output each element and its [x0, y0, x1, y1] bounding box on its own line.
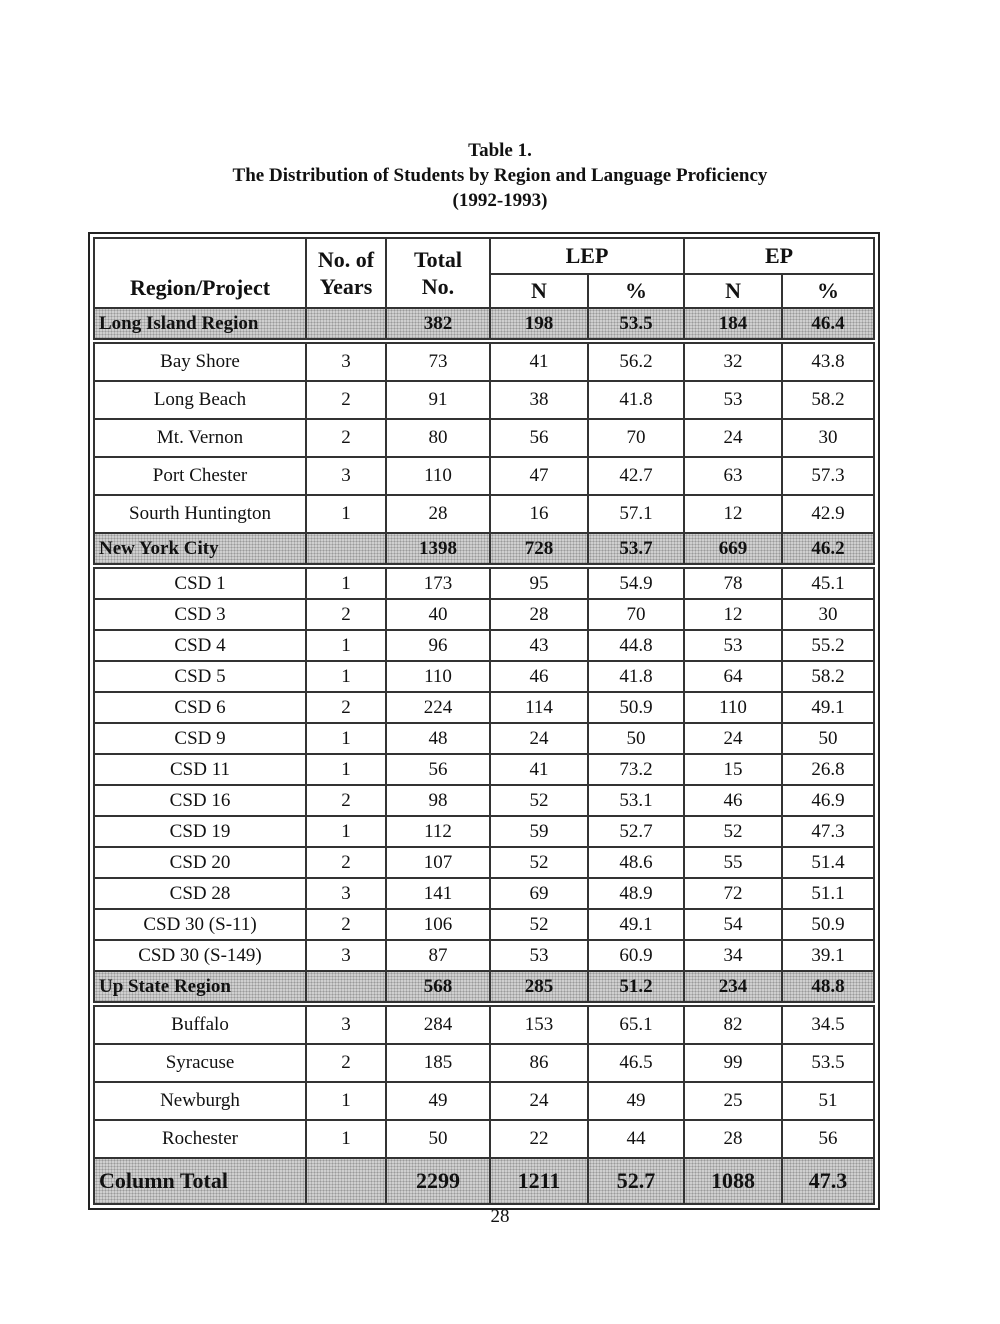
cell-total: 80 [386, 419, 490, 457]
table-row [94, 1082, 874, 1120]
cell-ep-pct: 43.8 [782, 343, 874, 381]
cell-lep-n: 69 [490, 878, 588, 909]
cell-lep-pct: 42.7 [588, 457, 684, 495]
cell-lep-pct: 51.2 [588, 971, 684, 1002]
cell-lep-n: 285 [490, 971, 588, 1002]
cell-ep-pct: 56 [782, 1120, 874, 1158]
cell-years: 1 [306, 568, 386, 599]
header-lep-n: N [490, 274, 588, 308]
table-row [94, 1006, 874, 1044]
cell-lep-pct: 41.8 [588, 381, 684, 419]
cell-ep-pct: 58.2 [782, 661, 874, 692]
cell-ep-pct: 55.2 [782, 630, 874, 661]
cell-ep-n: 234 [684, 971, 782, 1002]
cell-ep-n: 34 [684, 940, 782, 971]
cell-lep-pct: 73.2 [588, 754, 684, 785]
cell-lep-n: 86 [490, 1044, 588, 1082]
cell-total: 48 [386, 723, 490, 754]
header-ep: EP [684, 238, 874, 274]
cell-years: 1 [306, 816, 386, 847]
cell-name: CSD 1 [94, 568, 306, 599]
cell-total: 91 [386, 381, 490, 419]
cell-total: 73 [386, 343, 490, 381]
cell-lep-pct: 65.1 [588, 1006, 684, 1044]
cell-total: 224 [386, 692, 490, 723]
cell-ep-n: 99 [684, 1044, 782, 1082]
cell-lep-n: 1211 [490, 1158, 588, 1204]
column-total-row [94, 1158, 874, 1204]
cell-years: 1 [306, 1082, 386, 1120]
table-row [94, 754, 874, 785]
cell-total: 49 [386, 1082, 490, 1120]
cell-total: 96 [386, 630, 490, 661]
cell-ep-n: 54 [684, 909, 782, 940]
cell-ep-pct: 30 [782, 419, 874, 457]
cell-lep-pct: 53.5 [588, 308, 684, 339]
cell-lep-n: 46 [490, 661, 588, 692]
cell-lep-n: 114 [490, 692, 588, 723]
cell-total: 284 [386, 1006, 490, 1044]
cell-ep-pct: 47.3 [782, 816, 874, 847]
cell-lep-n: 41 [490, 343, 588, 381]
cell-lep-pct: 41.8 [588, 661, 684, 692]
cell-years: 3 [306, 940, 386, 971]
cell-ep-pct: 26.8 [782, 754, 874, 785]
header-region-label: Region/Project [129, 275, 271, 300]
cell-lep-pct: 49.1 [588, 909, 684, 940]
distribution-table-frame [88, 232, 880, 1210]
cell-total: 185 [386, 1044, 490, 1082]
cell-ep-pct: 34.5 [782, 1006, 874, 1044]
cell-lep-n: 53 [490, 940, 588, 971]
cell-ep-pct: 51.1 [782, 878, 874, 909]
cell-lep-n: 95 [490, 568, 588, 599]
cell-name: CSD 30 (S-149) [94, 940, 306, 971]
cell-name: Sourth Huntington [94, 495, 306, 533]
cell-total: 382 [386, 308, 490, 339]
cell-total: 568 [386, 971, 490, 1002]
cell-name: CSD 4 [94, 630, 306, 661]
cell-total: 2299 [386, 1158, 490, 1204]
cell-ep-pct: 49.1 [782, 692, 874, 723]
cell-name: CSD 19 [94, 816, 306, 847]
cell-total: 40 [386, 599, 490, 630]
cell-lep-pct: 53.1 [588, 785, 684, 816]
cell-lep-n: 24 [490, 1082, 588, 1120]
cell-lep-n: 47 [490, 457, 588, 495]
header-lep-pct: % [588, 274, 684, 308]
cell-lep-pct: 52.7 [588, 1158, 684, 1204]
cell-lep-pct: 56.2 [588, 343, 684, 381]
table-row [94, 599, 874, 630]
cell-ep-n: 24 [684, 723, 782, 754]
header-total [386, 238, 490, 308]
cell-ep-pct: 39.1 [782, 940, 874, 971]
cell-years: 1 [306, 1120, 386, 1158]
cell-lep-n: 22 [490, 1120, 588, 1158]
cell-ep-n: 28 [684, 1120, 782, 1158]
cell-name: Buffalo [94, 1006, 306, 1044]
cell-total: 28 [386, 495, 490, 533]
table-row [94, 878, 874, 909]
table-title: The Distribution of Students by Region and Language Proficiency [232, 165, 768, 186]
cell-lep-n: 52 [490, 847, 588, 878]
cell-total: 110 [386, 661, 490, 692]
cell-name: Mt. Vernon [94, 419, 306, 457]
cell-ep-pct: 50.9 [782, 909, 874, 940]
cell-lep-pct: 70 [588, 599, 684, 630]
cell-ep-n: 1088 [684, 1158, 782, 1204]
cell-lep-n: 41 [490, 754, 588, 785]
cell-years: 2 [306, 381, 386, 419]
cell-name: CSD 20 [94, 847, 306, 878]
cell-ep-pct: 50 [782, 723, 874, 754]
cell-total: 110 [386, 457, 490, 495]
cell-name: Bay Shore [94, 343, 306, 381]
table-row [94, 343, 874, 381]
header-years [306, 238, 386, 308]
table-row [94, 495, 874, 533]
cell-lep-n: 43 [490, 630, 588, 661]
table-row [94, 630, 874, 661]
header-ep-n: N [684, 274, 782, 308]
cell-ep-pct: 46.9 [782, 785, 874, 816]
cell-years: 3 [306, 1006, 386, 1044]
header-region-project [94, 238, 306, 308]
cell-years: 3 [306, 343, 386, 381]
cell-ep-n: 184 [684, 308, 782, 339]
cell-ep-n: 82 [684, 1006, 782, 1044]
cell-ep-n: 53 [684, 630, 782, 661]
table-row [94, 723, 874, 754]
cell-lep-pct: 49 [588, 1082, 684, 1120]
cell-ep-n: 110 [684, 692, 782, 723]
cell-ep-pct: 57.3 [782, 457, 874, 495]
cell-years: 2 [306, 599, 386, 630]
cell-ep-pct: 58.2 [782, 381, 874, 419]
table-row [94, 692, 874, 723]
cell-lep-pct: 44.8 [588, 630, 684, 661]
table-row [94, 909, 874, 940]
cell-ep-pct: 46.4 [782, 308, 874, 339]
cell-total: 112 [386, 816, 490, 847]
region-row [94, 971, 874, 1002]
table-row [94, 785, 874, 816]
cell-lep-n: 728 [490, 533, 588, 564]
cell-years: 1 [306, 630, 386, 661]
cell-lep-n: 52 [490, 909, 588, 940]
distribution-table [93, 237, 875, 1205]
cell-lep-n: 153 [490, 1006, 588, 1044]
cell-ep-n: 78 [684, 568, 782, 599]
cell-total: 106 [386, 909, 490, 940]
table-row [94, 1120, 874, 1158]
cell-total: 141 [386, 878, 490, 909]
cell-ep-pct: 48.8 [782, 971, 874, 1002]
cell-years: 1 [306, 723, 386, 754]
cell-ep-n: 52 [684, 816, 782, 847]
cell-total: 56 [386, 754, 490, 785]
cell-name: Column Total [94, 1158, 306, 1204]
table-header [94, 238, 874, 308]
cell-years: 1 [306, 661, 386, 692]
cell-lep-pct: 48.6 [588, 847, 684, 878]
cell-lep-pct: 50 [588, 723, 684, 754]
header-total-line2: No. [421, 274, 455, 299]
table-body [94, 308, 874, 1204]
cell-years: 3 [306, 878, 386, 909]
cell-lep-pct: 46.5 [588, 1044, 684, 1082]
table-row [94, 568, 874, 599]
table-row [94, 419, 874, 457]
cell-ep-pct: 30 [782, 599, 874, 630]
cell-name: Syracuse [94, 1044, 306, 1082]
table-row [94, 381, 874, 419]
cell-name: Port Chester [94, 457, 306, 495]
cell-lep-n: 59 [490, 816, 588, 847]
cell-ep-n: 25 [684, 1082, 782, 1120]
cell-ep-pct: 42.9 [782, 495, 874, 533]
cell-ep-n: 12 [684, 599, 782, 630]
cell-ep-n: 63 [684, 457, 782, 495]
cell-lep-pct: 60.9 [588, 940, 684, 971]
page-number: 28 [490, 1206, 510, 1227]
cell-name: Long Island Region [94, 308, 306, 339]
cell-ep-n: 46 [684, 785, 782, 816]
cell-ep-pct: 45.1 [782, 568, 874, 599]
cell-years: 2 [306, 785, 386, 816]
cell-lep-n: 56 [490, 419, 588, 457]
header-total-line1: Total [413, 247, 463, 272]
table-row [94, 1044, 874, 1082]
cell-name: CSD 9 [94, 723, 306, 754]
table-row [94, 816, 874, 847]
cell-ep-pct: 53.5 [782, 1044, 874, 1082]
cell-total: 1398 [386, 533, 490, 564]
cell-ep-n: 24 [684, 419, 782, 457]
cell-years [306, 971, 386, 1002]
header-lep: LEP [490, 238, 684, 274]
cell-years [306, 533, 386, 564]
cell-lep-n: 38 [490, 381, 588, 419]
table-number: Table 1. [468, 140, 532, 161]
cell-name: CSD 28 [94, 878, 306, 909]
cell-ep-n: 72 [684, 878, 782, 909]
header-years-line1: No. of [317, 247, 375, 272]
region-row [94, 308, 874, 339]
cell-name: Up State Region [94, 971, 306, 1002]
cell-ep-n: 55 [684, 847, 782, 878]
cell-lep-pct: 70 [588, 419, 684, 457]
region-row [94, 533, 874, 564]
cell-total: 50 [386, 1120, 490, 1158]
cell-name: CSD 11 [94, 754, 306, 785]
cell-years: 1 [306, 495, 386, 533]
cell-ep-n: 12 [684, 495, 782, 533]
cell-lep-pct: 52.7 [588, 816, 684, 847]
cell-years: 2 [306, 1044, 386, 1082]
cell-name: New York City [94, 533, 306, 564]
cell-total: 98 [386, 785, 490, 816]
cell-name: CSD 5 [94, 661, 306, 692]
cell-lep-pct: 44 [588, 1120, 684, 1158]
cell-ep-n: 64 [684, 661, 782, 692]
header-ep-pct: % [782, 274, 874, 308]
cell-lep-n: 198 [490, 308, 588, 339]
cell-ep-pct: 47.3 [782, 1158, 874, 1204]
header-years-line2: Years [319, 274, 373, 299]
cell-ep-n: 32 [684, 343, 782, 381]
cell-ep-n: 669 [684, 533, 782, 564]
cell-total: 173 [386, 568, 490, 599]
cell-years [306, 308, 386, 339]
cell-name: Newburgh [94, 1082, 306, 1120]
cell-ep-pct: 51 [782, 1082, 874, 1120]
cell-years: 3 [306, 457, 386, 495]
table-years: (1992-1993) [452, 190, 548, 211]
table-row [94, 661, 874, 692]
cell-lep-n: 24 [490, 723, 588, 754]
cell-total: 87 [386, 940, 490, 971]
cell-name: CSD 16 [94, 785, 306, 816]
cell-lep-n: 16 [490, 495, 588, 533]
cell-lep-pct: 54.9 [588, 568, 684, 599]
cell-total: 107 [386, 847, 490, 878]
cell-lep-pct: 50.9 [588, 692, 684, 723]
cell-name: CSD 30 (S-11) [94, 909, 306, 940]
table-row [94, 940, 874, 971]
cell-lep-pct: 53.7 [588, 533, 684, 564]
cell-lep-n: 52 [490, 785, 588, 816]
cell-lep-pct: 48.9 [588, 878, 684, 909]
cell-lep-n: 28 [490, 599, 588, 630]
cell-years: 2 [306, 419, 386, 457]
table-row [94, 457, 874, 495]
cell-years: 2 [306, 847, 386, 878]
cell-years [306, 1158, 386, 1204]
cell-name: CSD 3 [94, 599, 306, 630]
table-row [94, 847, 874, 878]
table-title-block [0, 138, 1000, 213]
cell-name: CSD 6 [94, 692, 306, 723]
cell-years: 2 [306, 909, 386, 940]
cell-ep-pct: 46.2 [782, 533, 874, 564]
cell-ep-n: 15 [684, 754, 782, 785]
cell-lep-pct: 57.1 [588, 495, 684, 533]
cell-ep-pct: 51.4 [782, 847, 874, 878]
cell-years: 1 [306, 754, 386, 785]
cell-ep-n: 53 [684, 381, 782, 419]
cell-name: Long Beach [94, 381, 306, 419]
cell-years: 2 [306, 692, 386, 723]
cell-name: Rochester [94, 1120, 306, 1158]
